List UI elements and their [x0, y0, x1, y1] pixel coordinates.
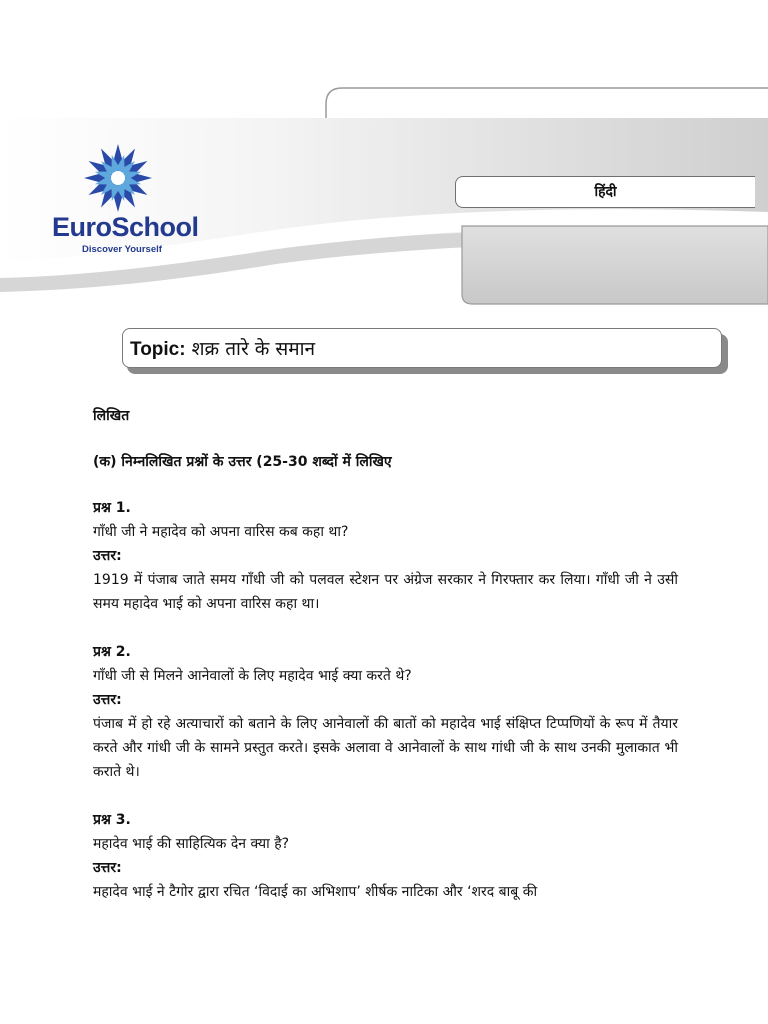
- question-label: प्रश्न 1.: [93, 500, 131, 516]
- question-text: गाँधी जी ने महादेव को अपना वारिस कब कहा था?: [93, 524, 349, 540]
- answer-text: महादेव भाई ने टैगोर द्वारा रचित ‘विदाई का अभिशाप’ शीर्षक नाटिका और ‘शरद बाबू की: [93, 884, 538, 900]
- question-label: प्रश्न 2.: [93, 644, 131, 660]
- brand-name: EuroSchool: [52, 212, 199, 242]
- answer-label: उत्तर:: [93, 548, 122, 564]
- question-block: [93, 640, 678, 784]
- answer-label: उत्तर:: [93, 692, 122, 708]
- topic-label: Topic:: [130, 339, 186, 360]
- topic-title: शक्र तारे के समान: [191, 338, 316, 360]
- question-block: [93, 808, 678, 904]
- brand-tagline: Discover Yourself: [82, 244, 162, 255]
- question-text: गाँधी जी से मिलने आनेवालों के लिए महादेव भाई क्या करते थे?: [93, 668, 412, 684]
- section-title: लिखित: [93, 408, 130, 424]
- topic-box: [122, 328, 722, 368]
- question-block: [93, 496, 678, 616]
- question-label: प्रश्न 3.: [93, 812, 131, 828]
- question-text: महादेव भाई की साहित्यिक देन क्या है?: [93, 836, 290, 852]
- answer-text: पंजाब में हो रहे अत्याचारों को बताने के लिए आनेवालों की बातों को महादेव भाई संक्षिप्त टिप्पणियों के रूप में तैयार करते और गांधी जी के सामने प्रस्तुत करते। इसके अलावा वे आनेवालों के साथ गांधी जी के साथ उनकी मुलाकात भी कराते थे।: [93, 716, 678, 780]
- subject-label: हिंदी: [455, 176, 755, 208]
- answer-text: 1919 में पंजाब जाते समय गाँधी जी को पलवल स्टेशन पर अंग्रेज सरकार ने गिरफ्तार कर लिया। गाँधी जी ने उसी समय महादेव भाई को अपना वारिस कहा था।: [93, 572, 678, 612]
- answer-label: उत्तर:: [93, 860, 122, 876]
- header-banner: [0, 0, 768, 330]
- document-body: [93, 404, 678, 904]
- instruction: (क) निम्नलिखित प्रश्नों के उत्तर (25-30 शब्दों में लिखिए: [93, 454, 392, 470]
